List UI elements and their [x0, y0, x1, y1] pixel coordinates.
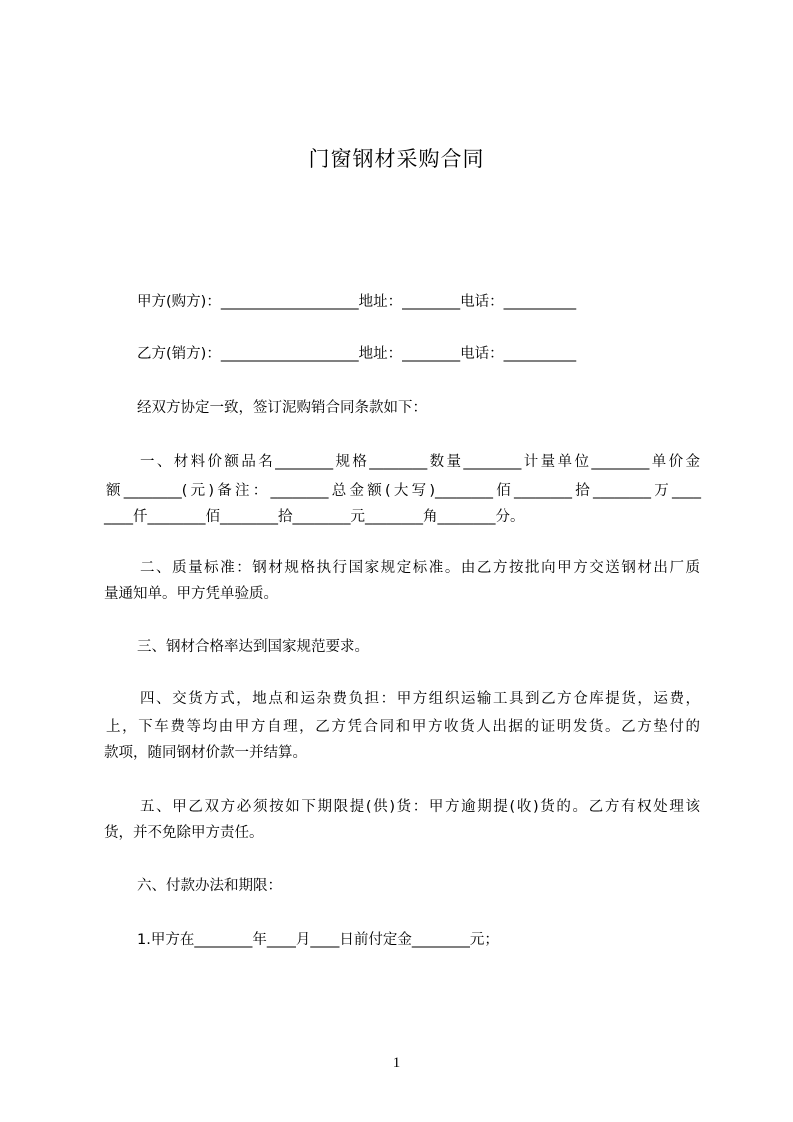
intro-paragraph: 经双方协定一致，签订泥购销合同条款如下： — [137, 400, 427, 416]
clause5-line2: 货，并不免除甲方责任。 — [104, 825, 264, 841]
clause1-line3: ____仟________佰________拾________元________角________分。 — [104, 509, 525, 525]
clause6-item1: 1.甲方在________年____月____日前付定金________元； — [137, 932, 499, 948]
clause2-line2: 量通知单。甲方凭单验质。 — [104, 586, 278, 602]
clause3: 三、钢材合格率达到国家规范要求。 — [137, 639, 369, 655]
clause1-line1: 一、材料价额品名________规格________数量________计量单位________单价金 — [140, 454, 700, 470]
clause6-heading: 六、付款办法和期限： — [137, 878, 282, 894]
page-number: 1 — [392, 1055, 401, 1071]
party-b-line: 乙方(销方)：___________________地址：________电话：__________ — [137, 346, 577, 362]
clause4-line1: 四、交货方式，地点和运杂费负担：甲方组织运输工具到乙方仓库提货，运费， — [140, 691, 700, 707]
clause4-line3: 款项，随同钢材价款一并结算。 — [104, 745, 307, 761]
clause1-line2: 额________(元)备注：________总金额(大写)________佰________拾________万____ — [106, 483, 701, 499]
clause2-line1: 二、质量标准：钢材规格执行国家规定标准。由乙方按批向甲方交送钢材出厂质 — [140, 560, 700, 576]
clause5-line1: 五、甲乙双方必须按如下期限提(供)货：甲方逾期提(收)货的。乙方有权处理该 — [140, 799, 700, 815]
party-a-line: 甲方(购方)：___________________地址：________电话：__________ — [137, 294, 577, 310]
clause4-line2: 上，下车费等均由甲方自理，乙方凭合同和甲方收货人出据的证明发货。乙方垫付的 — [106, 719, 700, 735]
document-title: 门窗钢材采购合同 — [308, 147, 485, 171]
